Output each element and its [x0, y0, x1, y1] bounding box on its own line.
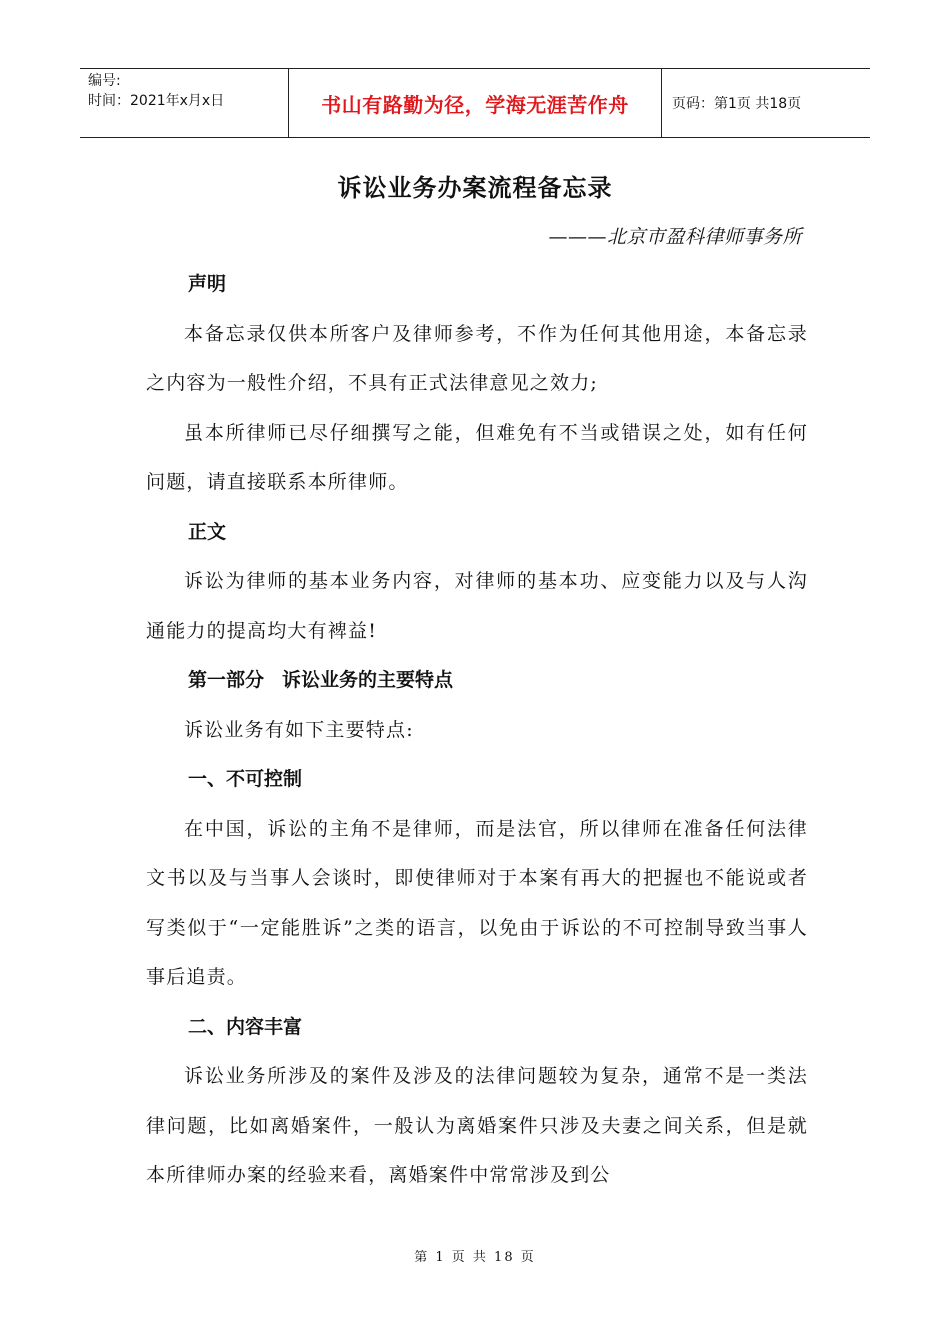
part1-heading [146, 656, 808, 706]
statement-paragraph-1: 本备忘录仅供本所客户及律师参考，不作为任何其他用途，本备忘录之内容为一般性介绍，不具有正式法律意见之效力; [146, 322, 808, 394]
document-author: ———北京市盈科律师事务所 [548, 226, 802, 248]
body-heading: 正文 [188, 520, 227, 543]
section2-paragraph: 诉讼业务所涉及的案件及涉及的法律问题较为复杂，通常不是一类法律问题，比如离婚案件，一般认为离婚案件只涉及夫妻之间关系，但是就本所律师办案的经验来看，离婚案件中常常涉及到公 [146, 1065, 808, 1186]
time-label: 时间：2021年x月x日 [88, 93, 225, 109]
page-footer: 第 1 页 共 18 页 [414, 1250, 536, 1265]
part1-intro: 诉讼业务有如下主要特点: [184, 718, 414, 741]
part1-number: 第一部分 [188, 669, 265, 691]
section1-paragraph: 在中国，诉讼的主角不是律师，而是法官，所以律师在准备任何法律文书以及与当事人会谈时，即使律师对于本案有再大的把握也不能说或者写类似于“一定能胜诉”之类的语言，以免由于诉讼的不可控制导致当事人事后追责。 [146, 817, 808, 988]
part1-title: 诉讼业务的主要特点 [282, 669, 454, 691]
section1-heading: 一、不可控制 [188, 768, 303, 790]
header-motto: 书山有路勤为径，学海无涯苦作舟 [288, 69, 662, 137]
document-body [146, 260, 808, 1201]
section2-heading: 二、内容丰富 [188, 1015, 303, 1038]
document-title: 诉讼业务办案流程备忘录 [337, 173, 613, 202]
page-header [80, 68, 870, 138]
statement-heading: 声明 [188, 273, 227, 295]
number-label: 编号: [88, 73, 121, 89]
statement-paragraph-2: 虽本所律师已尽仔细撰写之能，但难免有不当或错误之处，如有任何问题，请直接联系本所律师。 [146, 421, 808, 493]
header-page-info: 页码：第1页 共18页 [672, 96, 802, 112]
body-paragraph-1: 诉讼为律师的基本业务内容，对律师的基本功、应变能力以及与人沟通能力的提高均大有裨益! [146, 570, 808, 642]
header-meta [80, 69, 288, 137]
